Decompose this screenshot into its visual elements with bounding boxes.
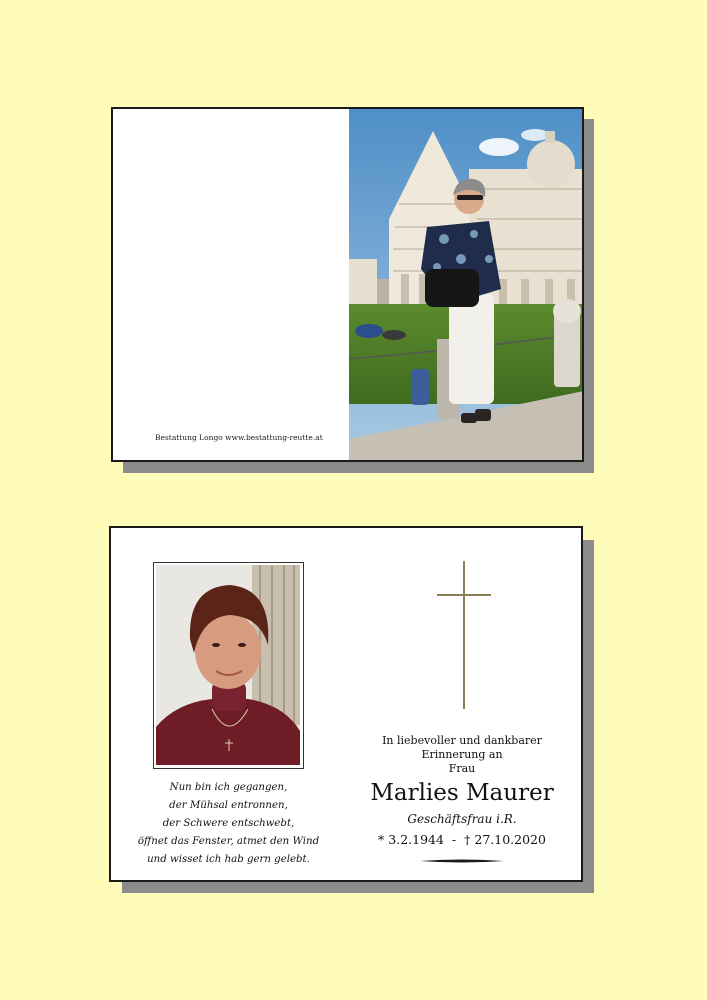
funeral-home-credit: Bestattung Longo www.bestattung-reutte.at <box>155 433 323 442</box>
salutation: Frau <box>448 762 476 775</box>
ornament-divider-icon <box>420 858 504 864</box>
cross-icon <box>437 561 491 711</box>
death-date: 27.10.2020 <box>474 832 546 847</box>
remembrance-line-2: Erinnerung an <box>421 748 503 761</box>
cover-photo <box>349 109 584 460</box>
remembrance-line-1: In liebevoller und dankbarer <box>382 734 542 747</box>
occupation: Geschäftsfrau i.R. <box>407 812 517 826</box>
poem-line: Nun bin ich gegangen, <box>169 782 288 793</box>
portrait-photo-frame <box>153 562 304 769</box>
death-cross-icon: † <box>464 832 471 847</box>
front-card <box>111 107 584 462</box>
birth-date: 3.2.1944 <box>388 832 444 847</box>
inside-card <box>109 526 583 882</box>
deceased-name: Marlies Maurer <box>370 780 554 806</box>
cover-photo-image <box>349 109 584 460</box>
date-separator: - <box>451 832 457 847</box>
memorial-poem <box>125 779 332 869</box>
blank-back-panel <box>113 109 349 460</box>
poem-line: und wisset ich hab gern gelebt. <box>147 854 310 865</box>
birth-star-icon: * <box>378 832 385 847</box>
poem-line: der Schwere entschwebt, <box>162 818 295 829</box>
memorial-text-block <box>357 734 567 868</box>
poem-line: der Mühsal entronnen, <box>169 800 288 811</box>
life-dates <box>357 831 567 849</box>
poem-line: öffnet das Fenster, atmet den Wind <box>137 836 320 847</box>
portrait-photo <box>156 565 300 765</box>
